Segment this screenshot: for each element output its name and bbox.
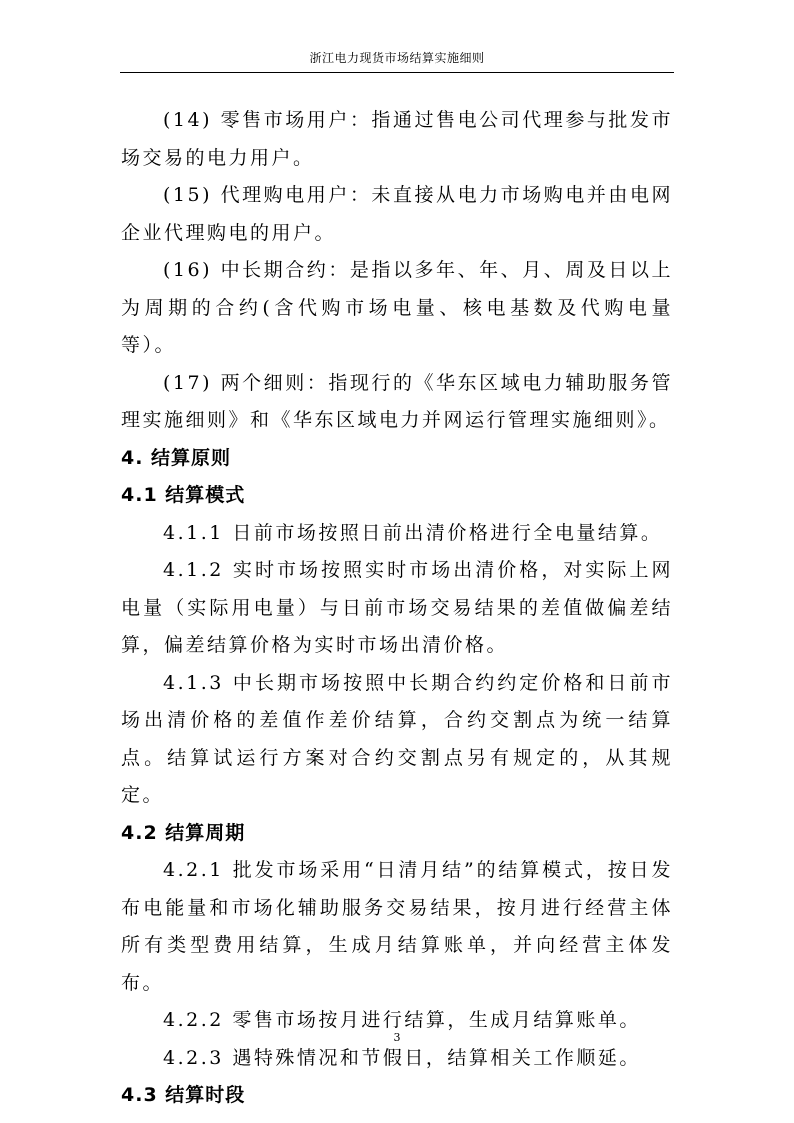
section-heading-4-2: 4.2 结算周期 bbox=[121, 821, 246, 844]
clause-4-1-2: 4.1.2 实时市场按照实时市场出清价格，对实际上网电量（实际用电量）与日前市场交易结果的差值做偏差结算，偏差结算价格为实时市场出清价格。 bbox=[121, 559, 673, 656]
page-number: 3 bbox=[393, 1031, 401, 1044]
clause-4-1-1: 4.1.1 日前市场按照日前出清价格进行全电量结算。 bbox=[163, 521, 663, 544]
section-heading-4-1: 4.1 结算模式 bbox=[121, 484, 246, 506]
section-heading-4: 4. 结算原则 bbox=[121, 446, 232, 469]
definition-15: (15) 代理购电用户：未直接从电力市场购电并由电网企业代理购电的用户。 bbox=[121, 184, 673, 244]
definition-16: (16) 中长期合约：是指以多年、年、月、周及日以上为周期的合约(含代购市场电量、核电基数及代购电量等）。 bbox=[121, 259, 673, 356]
clause-4-1-3: 4.1.3 中长期市场按照中长期合约约定价格和日前市场出清价格的差值作差价结算，合约交割点为统一结算点。结算试运行方案对合约交割点另有规定的，从其规定。 bbox=[121, 671, 673, 806]
clause-4-2-1: 4.2.1 批发市场采用“日清月结”的结算模式，按日发布电能量和市场化辅助服务交易结果，按月进行经营主体所有类型费用结算，生成月结算账单，并向经营主体发布。 bbox=[121, 859, 673, 994]
definition-14: (14) 零售市场用户：指通过售电公司代理参与批发市场交易的电力用户。 bbox=[121, 109, 673, 169]
definition-17: (17) 两个细则：指现行的《华东区域电力辅助服务管理实施细则》和《华东区域电力并网运行管理实施细则》。 bbox=[121, 371, 673, 431]
clause-4-2-2: 4.2.2 零售市场按月进行结算，生成月结算账单。 bbox=[163, 1009, 641, 1031]
section-heading-4-3: 4.3 结算时段 bbox=[121, 1084, 246, 1106]
clause-4-2-3: 4.2.3 遇特殊情况和节假日，结算相关工作顺延。 bbox=[163, 1046, 641, 1069]
document-body bbox=[121, 102, 673, 1115]
header-rule bbox=[120, 72, 674, 73]
running-header: 浙江电力现货市场结算实施细则 bbox=[309, 51, 485, 65]
